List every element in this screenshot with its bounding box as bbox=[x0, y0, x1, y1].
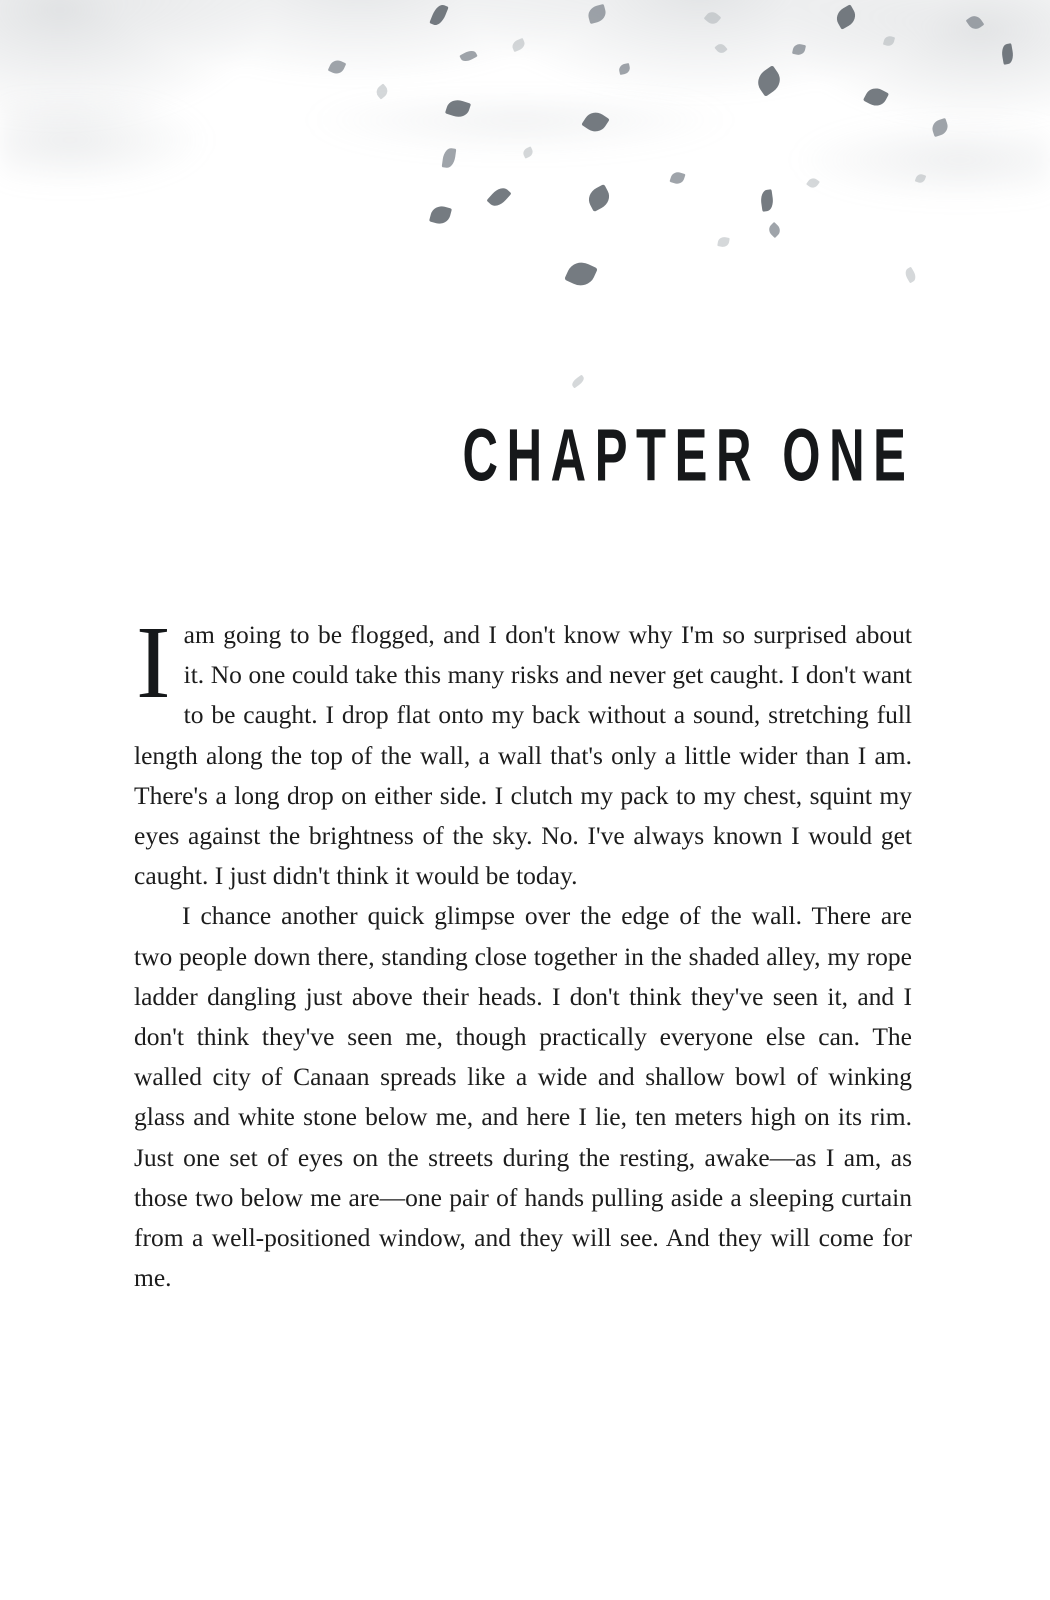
petal-icon bbox=[714, 42, 727, 55]
paragraph-second: I chance another quick glimpse over the edge of the wall. There are two people down there, standing close together in the shaded alley, my rope ladder dangling just above their heads. I don't think they've seen it, and I don't think they've seen me, though practically everyone else can. The walled city of Canaan spreads like a wide and shallow bowl of winking glass and white stone below me, and here I lie, ten meters high on its rim. Just one set of eyes on the streets during the resting, awake—as I am, as those two below me are—one pair of hands pulling aside a sleeping curtain from a well-positioned window, and they will see. And they will come for me. bbox=[134, 901, 912, 1293]
petal-icon bbox=[863, 84, 889, 109]
petal-icon bbox=[586, 4, 608, 24]
petal-icon bbox=[766, 222, 782, 238]
chapter-heading: CHAPTER ONE bbox=[462, 414, 915, 498]
petal-icon bbox=[442, 147, 457, 168]
petal-icon bbox=[915, 173, 927, 185]
petal-icon bbox=[717, 236, 730, 248]
petal-icon bbox=[1000, 43, 1014, 65]
drop-cap: I bbox=[136, 605, 171, 720]
petal-icon bbox=[486, 184, 511, 210]
petal-icon bbox=[429, 204, 452, 226]
petal-icon bbox=[704, 9, 722, 27]
petal-icon bbox=[522, 146, 535, 158]
petal-icon bbox=[930, 118, 950, 137]
ink-wash-secondary bbox=[0, 100, 1050, 320]
petal-icon bbox=[581, 108, 610, 136]
ink-wash-top bbox=[0, 0, 1050, 280]
petal-icon bbox=[903, 267, 918, 284]
petal-icon bbox=[833, 4, 859, 30]
petal-icon bbox=[883, 35, 895, 47]
paragraph-text: am going to be flogged, and I don't know why I'm so surprised about it. No one could take this many risks and never get caught. I don't want to be caught. I drop flat onto my back without a sound, stretching full length along the top of the wall, a wall that's only a little wider than I am. There's a long drop on either side. I clutch my pack to my chest, squint my eyes against the brightness of the sky. No. I've always known I would get caught. I just didn't think it would be today. bbox=[134, 620, 912, 891]
petal-icon bbox=[511, 38, 527, 52]
falling-petals-illustration bbox=[0, 0, 1050, 430]
petal-icon bbox=[966, 13, 985, 32]
chapter-body bbox=[134, 605, 912, 1298]
petal-icon bbox=[806, 176, 820, 190]
paragraph-first bbox=[134, 605, 912, 896]
petal-icon bbox=[328, 58, 347, 77]
petal-icon bbox=[760, 189, 775, 211]
petal-icon bbox=[445, 97, 471, 120]
petal-icon bbox=[792, 43, 806, 56]
petal-icon bbox=[459, 48, 477, 63]
petal-icon bbox=[564, 258, 598, 291]
petal-icon bbox=[669, 170, 685, 185]
petal-icon bbox=[753, 65, 785, 97]
petal-icon bbox=[618, 63, 631, 75]
petal-icon bbox=[429, 3, 448, 28]
petal-icon bbox=[570, 375, 585, 389]
petal-icon bbox=[374, 83, 390, 99]
petal-icon bbox=[585, 184, 614, 212]
